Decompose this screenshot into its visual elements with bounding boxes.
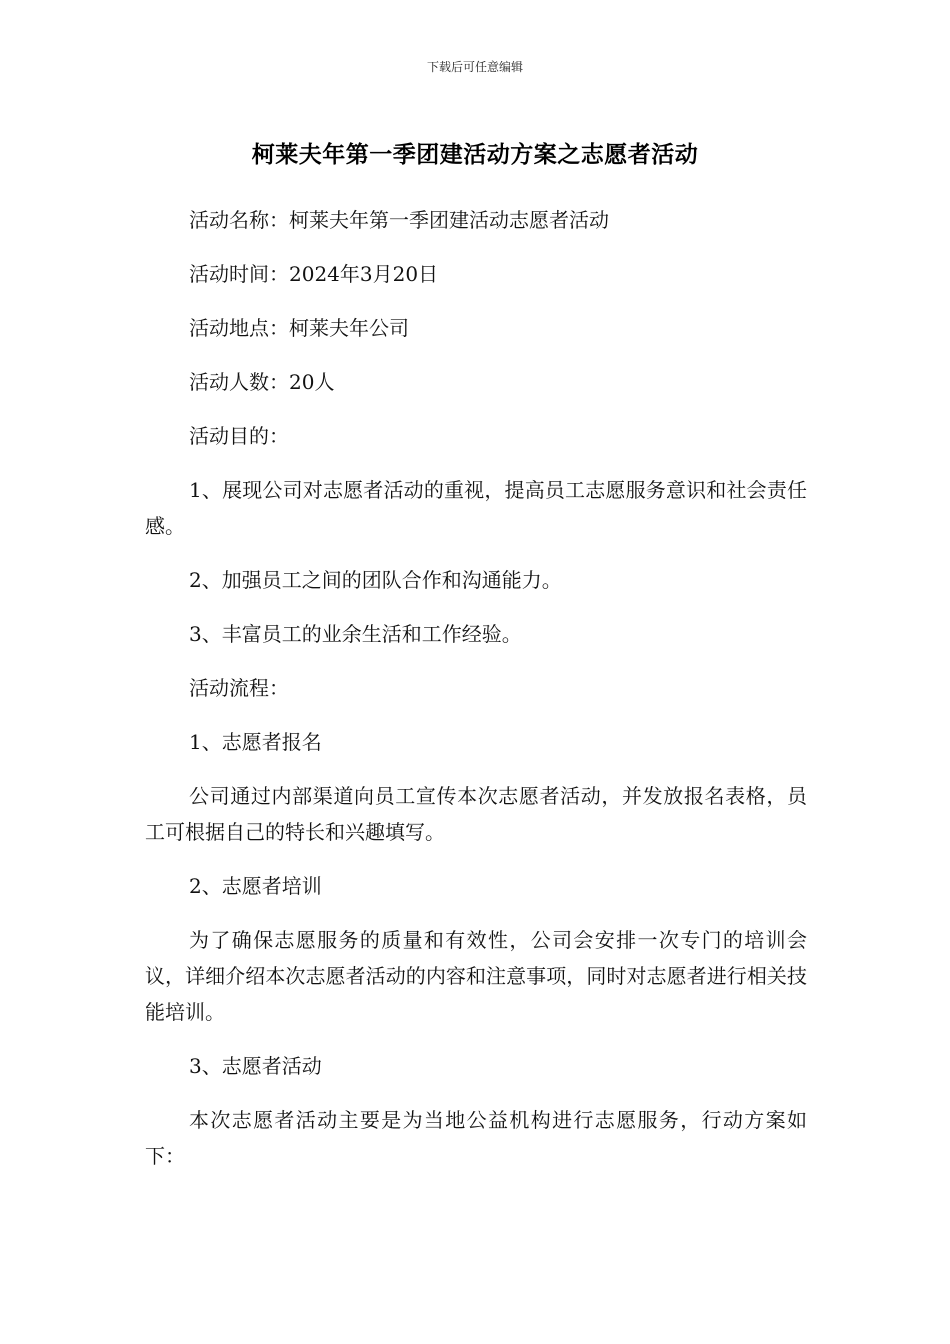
paragraph-activity-name: 活动名称：柯莱夫年第一季团建活动志愿者活动 (189, 208, 609, 232)
paragraph-purpose-2: 2、加强员工之间的团队合作和沟通能力。 (189, 568, 562, 592)
paragraph-purpose-3: 3、丰富员工的业余生活和工作经验。 (189, 622, 522, 646)
paragraph-step-3-heading: 3、志愿者活动 (189, 1054, 322, 1078)
paragraph-activity-time: 活动时间：2024年3月20日 (189, 262, 439, 286)
header-note: 下载后可任意编辑 (426, 60, 523, 74)
paragraph-process-heading: 活动流程： (189, 676, 289, 700)
paragraph-step-3-body: 本次志愿者活动主要是为当地公益机构进行志愿服务，行动方案如下： (145, 1108, 807, 1168)
paragraph-step-2-heading: 2、志愿者培训 (189, 874, 322, 898)
paragraph-step-2-body: 为了确保志愿服务的质量和有效性，公司会安排一次专门的培训会议，详细介绍本次志愿者活动的内容和注意事项，同时对志愿者进行相关技能培训。 (145, 928, 807, 1024)
document-body (145, 202, 807, 1192)
paragraph-purpose-heading: 活动目的： (189, 424, 289, 448)
paragraph-purpose-1: 1、展现公司对志愿者活动的重视，提高员工志愿服务意识和社会责任感。 (145, 478, 807, 538)
paragraph-activity-location: 活动地点：柯莱夫年公司 (189, 316, 409, 340)
paragraph-step-1-body: 公司通过内部渠道向员工宣传本次志愿者活动，并发放报名表格，员工可根据自己的特长和兴趣填写。 (145, 784, 807, 844)
paragraph-step-1-heading: 1、志愿者报名 (189, 730, 322, 754)
document-title: 柯莱夫年第一季团建活动方案之志愿者活动 (251, 142, 699, 168)
paragraph-activity-headcount: 活动人数：20人 (189, 370, 335, 394)
